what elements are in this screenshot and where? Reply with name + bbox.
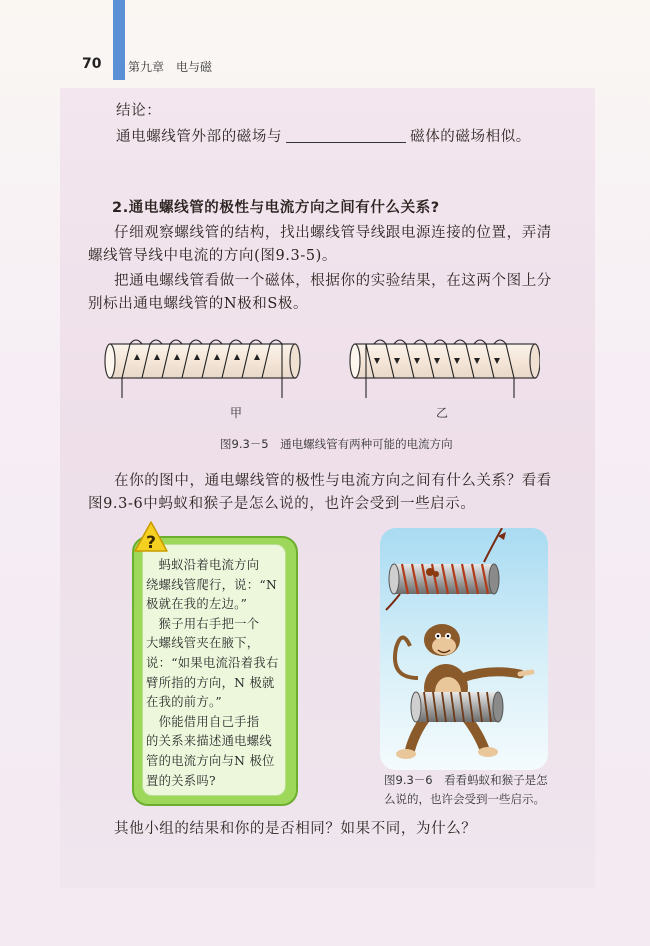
solenoid-left (105, 340, 300, 398)
lower-solenoid (411, 692, 503, 722)
speech-line: 臂所指的方向，N 极就 (146, 675, 275, 690)
conclusion-line (116, 126, 531, 148)
solenoid-right (350, 340, 540, 398)
speech-line: 大螺线管夹在腋下， (146, 636, 260, 651)
chapter-tab (113, 0, 125, 80)
paragraph-line: 螺线管导线中电流的方向(图9.3-5)。 (88, 248, 337, 264)
closing-question: 其他小组的结果和你的是否相同？如果不同，为什么？ (114, 821, 477, 837)
question-line: 在你的图中，通电螺线管的极性与电流方向之间有什么关系？看看 (114, 473, 552, 489)
upper-solenoid (389, 564, 499, 594)
section-heading: 2.通电螺线管的极性与电流方向之间有什么关系? (112, 200, 440, 216)
illustration-caption-line2: 么说的，也许会受到一些启示。 (384, 792, 545, 806)
figure-caption: 图9.3－5 通电螺线管有两种可能的电流方向 (220, 437, 453, 451)
conclusion-line-end: 磁体的磁场相似。 (410, 129, 531, 145)
speech-line: 你能借用自己手指 (146, 714, 260, 729)
question-badge-text: ? (146, 533, 156, 553)
speech-line: 绕螺线管爬行，说：“N (146, 577, 278, 592)
illustration-drawing (380, 528, 548, 770)
conclusion-label: 结论： (116, 103, 162, 119)
answer-blank[interactable] (286, 128, 406, 143)
speech-line: 说：“如果电流沿着我右 (146, 655, 279, 670)
paragraph-line: 把通电螺线管看做一个磁体，根据你的实验结果，在这两个图上分 (114, 273, 552, 289)
paragraph-line: 仔细观察螺线管的结构，找出螺线管导线跟电源连接的位置，弄清 (114, 225, 552, 241)
conclusion-line-start: 通电螺线管外部的磁场与 (116, 129, 283, 145)
speech-line: 蚂蚁沿着电流方向 (146, 558, 260, 572)
figure-label-right: 乙 (436, 406, 449, 420)
page-number: 70 (82, 56, 102, 72)
speech-line: 极就在我的左边。” (146, 597, 248, 612)
speech-line: 管的电流方向与N 极位 (146, 753, 275, 768)
monkey (395, 624, 532, 759)
illustration-caption-line1: 图9.3－6 看看蚂蚁和猴子是怎 (384, 773, 548, 787)
question-line: 图9.3-6中蚂蚁和猴子是怎么说的，也许会受到一些启示。 (88, 496, 476, 512)
paragraph-line: 别标出通电螺线管的N极和S极。 (88, 296, 309, 312)
speech-line: 置的关系吗? (146, 773, 216, 788)
solenoid-figure (100, 330, 540, 410)
speech-box-text (146, 556, 284, 791)
speech-line: 的关系来描述通电螺线 (146, 734, 272, 749)
speech-line: 在我的前方。” (146, 695, 223, 710)
figure-label-left: 甲 (230, 406, 243, 420)
question-mark-icon (133, 520, 169, 554)
chapter-title: 第九章 电与磁 (128, 60, 213, 74)
ant-monkey-illustration (380, 528, 548, 770)
speech-line: 猴子用右手把一个 (146, 616, 260, 631)
